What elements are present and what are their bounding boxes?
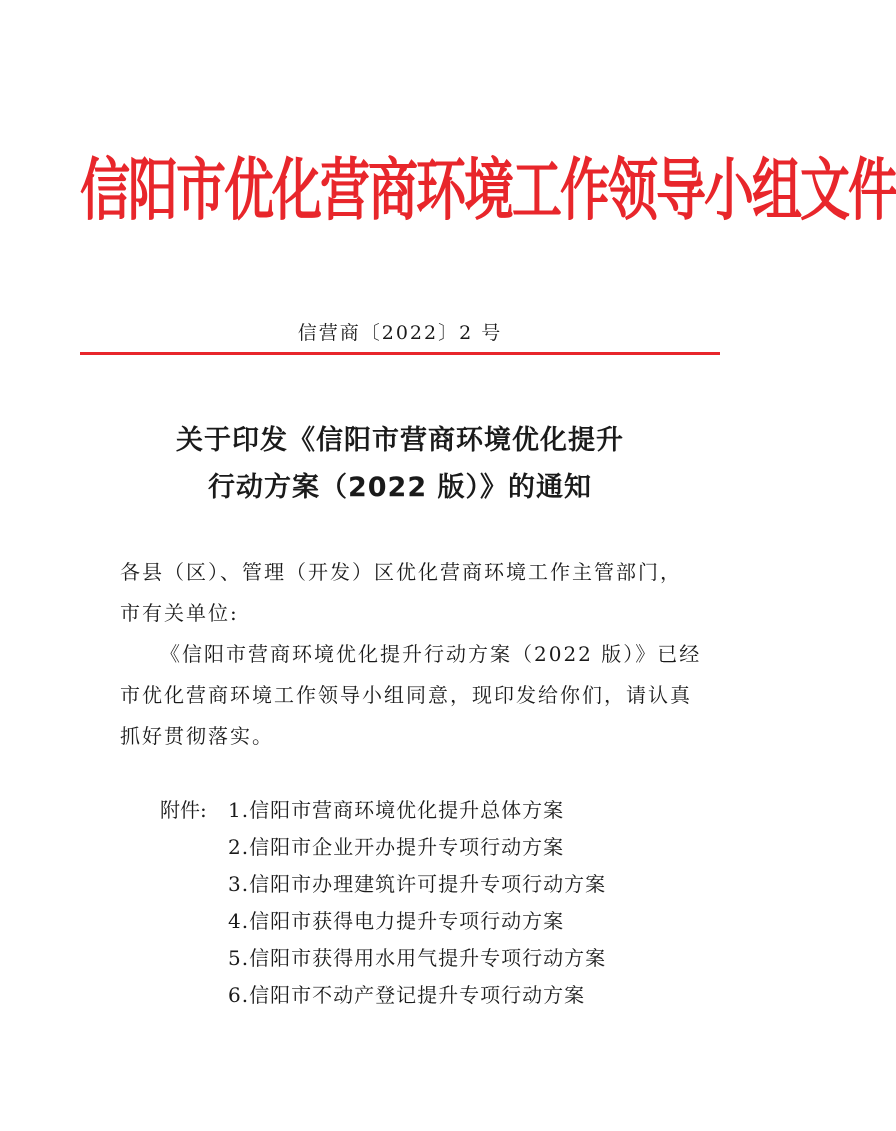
attachment-item: 1.信阳市营商环境优化提升总体方案 [228,798,565,822]
addressee-line-2: 市有关单位: [120,601,239,625]
notice-title-line-1: 关于印发《信阳市营商环境优化提升 [176,425,624,456]
red-divider-line [80,352,720,355]
document-number: 信营商〔2022〕2 号 [297,322,503,344]
body-paragraph-line-3: 抓好贯彻落实。 [120,724,274,748]
addressee-line-1: 各县（区）、管理（开发）区优化营商环境工作主管部门， [120,560,682,584]
attachment-item: 4.信阳市获得电力提升专项行动方案 [228,909,565,933]
attachment-item: 3.信阳市办理建筑许可提升专项行动方案 [228,872,607,896]
body-paragraph-line-1: 《信阳市营商环境优化提升行动方案（2022 版）》已经 [160,642,702,666]
attachment-item: 5.信阳市获得用水用气提升专项行动方案 [228,946,607,970]
body-paragraph-line-2: 市优化营商环境工作领导小组同意，现印发给你们，请认真 [120,683,692,707]
attachment-item: 2.信阳市企业开办提升专项行动方案 [228,835,565,859]
notice-title-line-2: 行动方案（2022 版）》的通知 [207,472,593,503]
attachments-label: 附件: [160,798,207,822]
attachment-item: 6.信阳市不动产登记提升专项行动方案 [228,983,586,1007]
document-header-title: 信阳市优化营商环境工作领导小组文件 [80,151,896,230]
